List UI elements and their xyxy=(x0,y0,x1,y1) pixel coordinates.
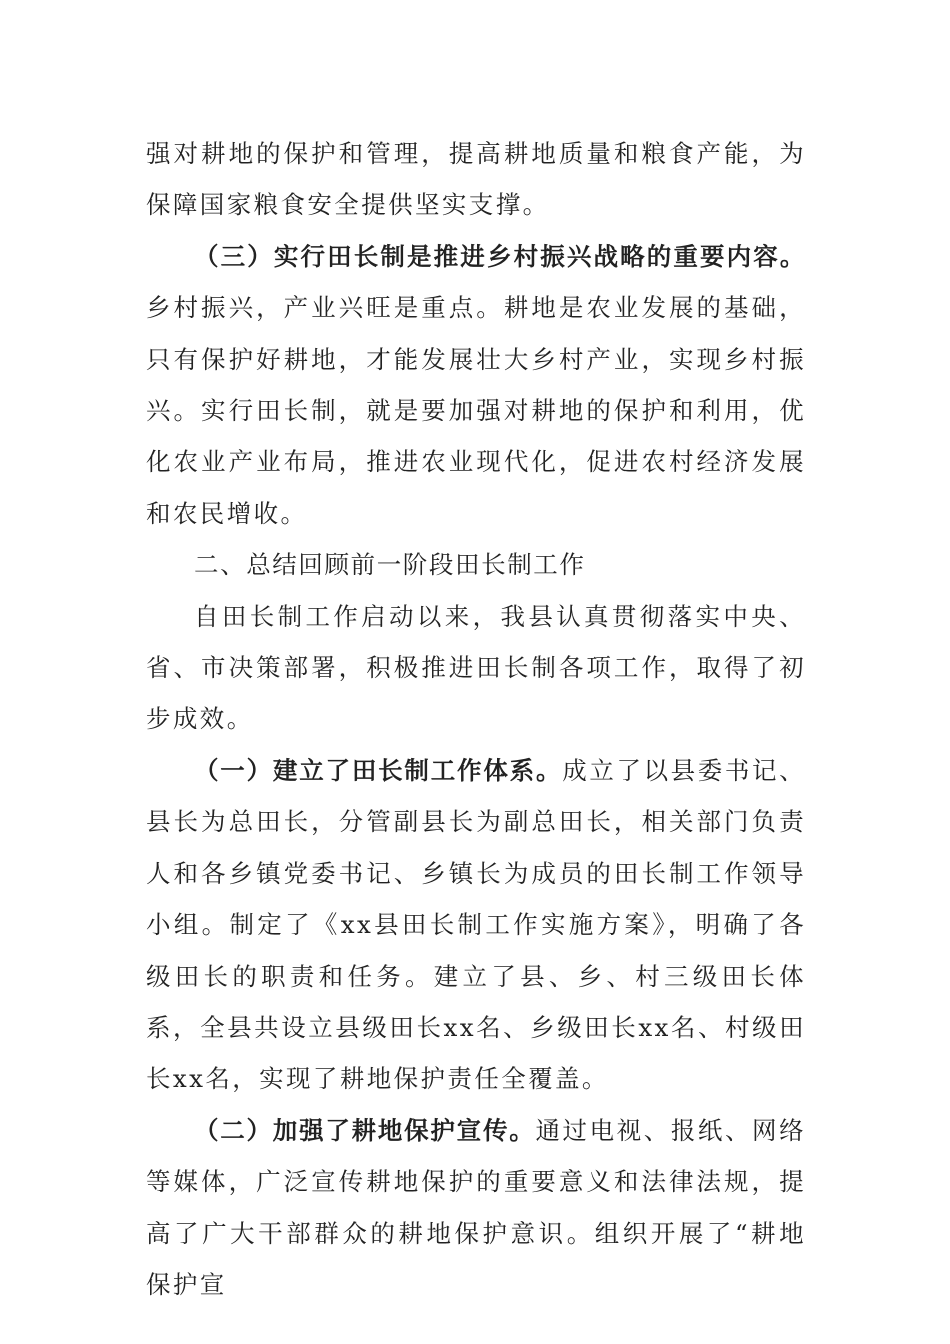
paragraph-intro xyxy=(146,591,806,745)
paragraph-text: 成立了以县委书记、县长为总田长，分管副县长为副总田长，相关部门负责人和各乡镇党委书记、乡镇长为成员的田长制工作领导小组。制定了《xx县田长制工作实施方案》，明确了各级田长的职责和任务。建立了县、乡、村三级田长体系，全县共设立县级田长xx名、乡级田长xx名、村级田长xx名，实现了耕地保护责任全覆盖。 xyxy=(146,755,806,1094)
paragraph-text: 乡村振兴，产业兴旺是重点。耕地是农业发展的基础，只有保护好耕地，才能发展壮大乡村产业，实现乡村振兴。实行田长制，就是要加强对耕地的保护和利用，优化农业产业布局，推进农业现代化，促进农村经济发展和农民增收。 xyxy=(146,293,806,528)
paragraph-text: 强对耕地的保护和管理，提高耕地质量和粮食产能，为保障国家粮食安全提供坚实支撑。 xyxy=(146,139,806,220)
paragraph-subsection-2 xyxy=(146,1105,806,1311)
paragraph-section-3 xyxy=(146,231,806,539)
paragraph-lead: （三）实行田长制是推进乡村振兴战略的重要内容。 xyxy=(194,241,806,271)
paragraph-continuation xyxy=(146,128,806,231)
paragraph-text: 通过电视、报纸、网络等媒体，广泛宣传耕地保护的重要意义和法律法规，提高了广大干部群众的耕地保护意识。组织开展了“耕地保护宣 xyxy=(146,1115,806,1299)
paragraph-text: 自田长制工作启动以来，我县认真贯彻落实中央、省、市决策部署，积极推进田长制各项工作，取得了初步成效。 xyxy=(146,601,806,734)
paragraph-lead: （二）加强了耕地保护宣传。 xyxy=(194,1115,536,1145)
paragraph-lead: （一）建立了田长制工作体系。 xyxy=(194,755,563,785)
document-body xyxy=(146,128,806,1310)
heading-text: 二、总结回顾前一阶段田长制工作 xyxy=(194,550,586,580)
paragraph-subsection-1 xyxy=(146,745,806,1105)
section-heading xyxy=(146,539,806,590)
